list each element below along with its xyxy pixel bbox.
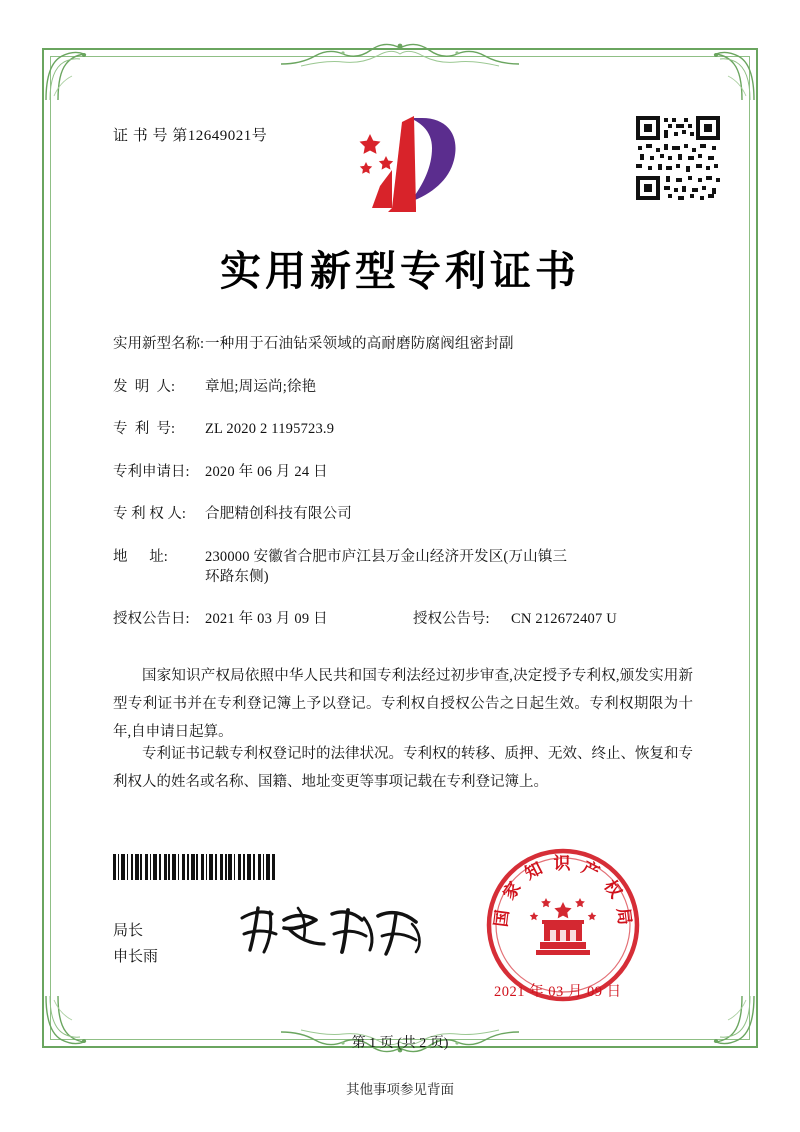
director-block xyxy=(113,918,158,970)
handwritten-signature-icon xyxy=(236,900,426,962)
field-list xyxy=(113,334,693,645)
field-label-grant-number: 授权公告号: xyxy=(413,611,490,627)
field-value-address-line1: 230000 安徽省合肥市庐江县万金山经济开发区(万山镇三 xyxy=(205,548,568,565)
field-value-name: 一种用于石油钻采领域的高耐磨防腐阀组密封副 xyxy=(205,336,514,352)
svg-text:国 家 知 识 产 权 局: 国 家 知 识 产 权 局 xyxy=(491,854,635,929)
seal-date: 2021 年 03 月 09 日 xyxy=(494,984,622,1000)
corner-ornament-top-left xyxy=(44,50,96,102)
field-address xyxy=(113,547,693,587)
field-inventor xyxy=(113,377,693,397)
field-application-date xyxy=(113,462,693,482)
field-label-application-date: 专利申请日: xyxy=(113,463,190,480)
field-label-patentee: 专 利 权 人: xyxy=(113,506,186,522)
field-patent-number xyxy=(113,419,693,439)
field-value-address-line2: 环路东侧) xyxy=(205,568,269,585)
field-patentee xyxy=(113,504,693,524)
field-label-name: 实用新型名称: xyxy=(113,336,205,352)
page-title: 实用新型专利证书 xyxy=(220,247,580,295)
field-value-application-date: 2020 年 06 月 24 日 xyxy=(205,463,328,480)
corner-ornament-top-right xyxy=(704,50,756,102)
footnote: 其他事项参见背面 xyxy=(346,1082,454,1097)
field-value-patent-number: ZL 2020 2 1195723.9 xyxy=(205,421,335,437)
barcode-icon xyxy=(113,854,323,880)
field-utility-model-name xyxy=(113,334,693,354)
field-grant-row xyxy=(113,609,693,629)
field-value-inventor: 章旭;周运尚;徐艳 xyxy=(205,378,317,395)
field-value-address xyxy=(205,547,693,587)
field-value-grant-date: 2021 年 03 月 09 日 xyxy=(205,611,328,627)
field-grant-date xyxy=(113,609,413,629)
field-label-inventor: 发 明 人: xyxy=(113,378,176,395)
director-label: 局长 xyxy=(113,923,144,939)
paragraph-registry-statement: 专利证书记载专利权登记时的法律状况。专利权的转移、质押、无效、终止、恢复和专利权人的姓名或名称、国籍、地址变更等事项记载在专利登记簿上。 xyxy=(113,746,693,790)
field-value-patentee: 合肥精创科技有限公司 xyxy=(205,506,352,522)
field-value-grant-number: CN 212672407 U xyxy=(511,611,617,627)
field-label-patent-number: 专 利 号: xyxy=(113,421,176,437)
field-label-grant-date: 授权公告日: xyxy=(113,611,190,627)
cnipa-logo-icon xyxy=(352,112,464,216)
top-border-ornament xyxy=(281,38,519,68)
qr-code-icon xyxy=(634,114,722,202)
page-number: 第 1 页 (共 2 页) xyxy=(351,1036,449,1051)
field-grant-number xyxy=(413,609,693,629)
paragraph-grant-statement: 国家知识产权局依照中华人民共和国专利法经过初步审查,决定授予专利权,颁发实用新型专利证书并在专利登记簿上予以登记。专利权自授权公告之日起生效。专利权期限为十年,自申请日起算。 xyxy=(113,668,693,740)
director-name: 申长雨 xyxy=(113,949,159,965)
field-label-address: 地 址: xyxy=(113,548,168,565)
certificate-number: 证 书 号 第12649021号 xyxy=(113,128,268,144)
